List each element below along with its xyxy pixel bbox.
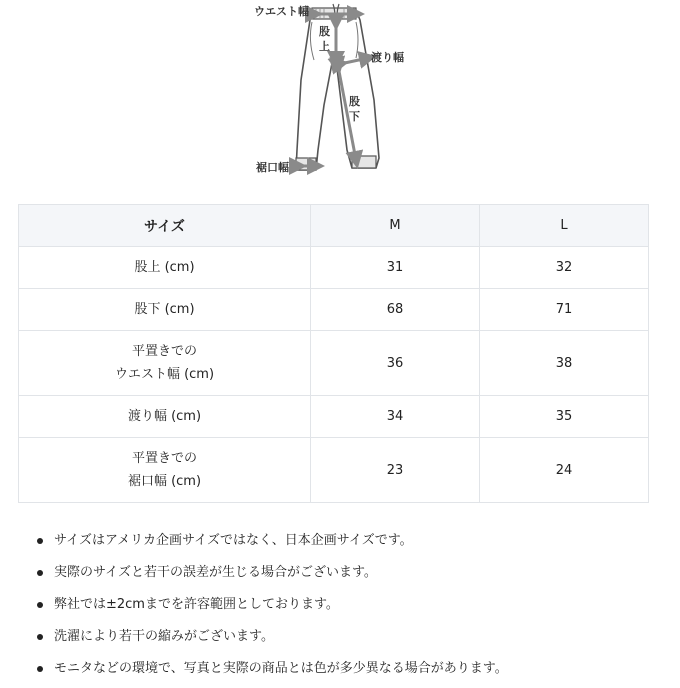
- row-label: [19, 396, 311, 438]
- row-label: [19, 438, 311, 503]
- list-item: [54, 624, 508, 656]
- pants-illustration: [0, 0, 680, 200]
- header-size-m: M: [311, 205, 480, 247]
- list-item: [54, 560, 508, 592]
- row-label-line: 渡り幅 (cm): [127, 409, 202, 424]
- bullet-icon: [37, 602, 43, 608]
- row-value-l: 35: [480, 396, 649, 438]
- list-item: [54, 592, 508, 624]
- header-size-label: サイズ: [19, 205, 311, 247]
- row-value-m: 31: [311, 247, 480, 289]
- table-header-row: [19, 205, 649, 247]
- header-size-l: L: [480, 205, 649, 247]
- note-text: 弊社では±2cmまでを許容範囲としております。: [54, 597, 339, 612]
- row-value-l: 71: [480, 289, 649, 331]
- row-label: [19, 331, 311, 396]
- row-label-line: 平置きでの: [131, 451, 197, 466]
- row-label-line: 股下 (cm): [134, 302, 195, 317]
- row-label-line: 平置きでの: [131, 344, 197, 359]
- row-label: [19, 289, 311, 331]
- table-row: [19, 247, 649, 289]
- row-value-m: 23: [311, 438, 480, 503]
- list-item: [54, 528, 508, 560]
- bullet-icon: [37, 634, 43, 640]
- note-text: 洗濯により若干の縮みがございます。: [54, 629, 274, 644]
- table-row: [19, 438, 649, 503]
- row-value-m: 34: [311, 396, 480, 438]
- row-value-l: 38: [480, 331, 649, 396]
- table-row: [19, 331, 649, 396]
- size-table: [18, 204, 649, 503]
- bullet-icon: [37, 538, 43, 544]
- table-row: [19, 396, 649, 438]
- waist-label: ウエスト幅: [254, 5, 309, 18]
- notes-list: [0, 528, 508, 688]
- row-value-m: 68: [311, 289, 480, 331]
- row-label-line: ウエスト幅 (cm): [114, 367, 215, 382]
- note-text: モニタなどの環境で、写真と実際の商品とは色が多少異なる場合があります。: [54, 661, 508, 676]
- hem-label: 裾口幅: [256, 161, 289, 174]
- pants-measurement-diagram: [0, 0, 680, 200]
- row-value-l: 24: [480, 438, 649, 503]
- note-text: サイズはアメリカ企画サイズではなく、日本企画サイズです。: [54, 533, 413, 548]
- list-item: [54, 656, 508, 688]
- table-row: [19, 289, 649, 331]
- row-label-line: 股上 (cm): [134, 260, 195, 275]
- thigh-label: 渡り幅: [371, 51, 404, 64]
- row-value-m: 36: [311, 331, 480, 396]
- row-value-l: 32: [480, 247, 649, 289]
- row-label-line: 裾口幅 (cm): [127, 474, 202, 489]
- bullet-icon: [37, 666, 43, 672]
- row-label: [19, 247, 311, 289]
- inseam-label: 股下: [349, 95, 360, 123]
- note-text: 実際のサイズと若干の誤差が生じる場合がございます。: [54, 565, 377, 580]
- rise-label: 股上: [319, 25, 330, 53]
- bullet-icon: [37, 570, 43, 576]
